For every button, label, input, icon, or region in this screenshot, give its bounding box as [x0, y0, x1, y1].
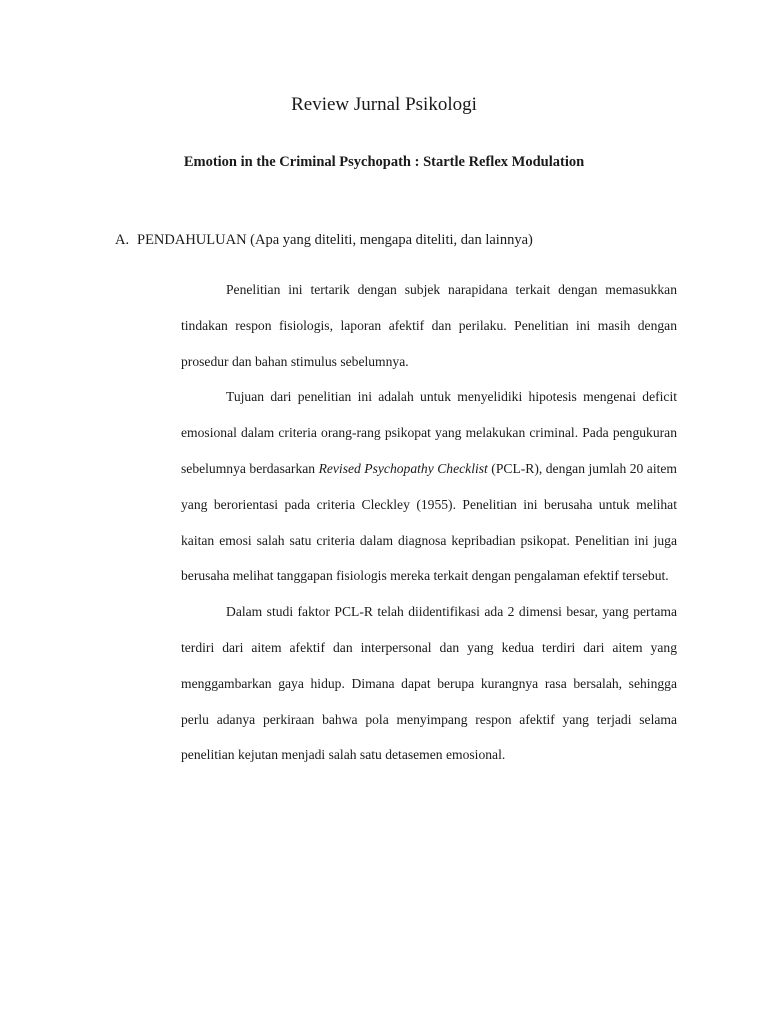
paragraph-2-text-end: (PCL-R), dengan jumlah 20 aitem yang berorientasi pada criteria Cleckley (1955). Penelitian ini berusaha untuk melihat kaitan emosi salah satu criteria dalam diagnosa kepribadian psikopat. Penelitian ini juga berusaha melihat tanggapan fisiologis mereka terkait dengan pengalaman efektif tersebut. — [181, 460, 677, 584]
section-heading — [115, 230, 533, 250]
paragraph-3: Dalam studi faktor PCL-R telah diidentifikasi ada 2 dimensi besar, yang pertama terdiri dari aitem afektif dan interpersonal dan yang kedua terdiri dari aitem yang menggambarkan gaya hidup. Dimana dapat berupa kurangnya rasa bersalah, sehingga perlu adanya perkiraan bahwa pola menyimpang respon afektif yang terjadi selama penelitian kejutan menjadi salah satu detasemen emosional. — [181, 604, 677, 763]
section-marker: A. — [115, 232, 130, 248]
paragraph-2-text-start: Tujuan dari penelitian ini adalah untuk menyelidiki hipotesis mengenai deficit emosional dalam criteria orang-rang psikopat yang melakukan criminal. Pada pengukuran sebelumnya berdasarkan — [181, 389, 677, 476]
paragraph-2 — [181, 379, 677, 594]
document-title: Review Jurnal Psikologi — [291, 94, 477, 115]
document-subtitle: Emotion in the Criminal Psychopath : Startle Reflex Modulation — [183, 154, 585, 170]
paragraph-1: Penelitian ini tertarik dengan subjek narapidana terkait dengan memasukkan tindakan respon fisiologis, laporan afektif dan perilaku. Penelitian ini masih dengan prosedur dan bahan stimulus sebelumnya. — [181, 282, 677, 369]
section-body — [181, 272, 677, 773]
paragraph-2-italic-title: Revised Psychopathy Checklist — [318, 460, 488, 476]
section-heading-text: PENDAHULUAN (Apa yang diteliti, mengapa diteliti, dan lainnya) — [137, 232, 533, 248]
